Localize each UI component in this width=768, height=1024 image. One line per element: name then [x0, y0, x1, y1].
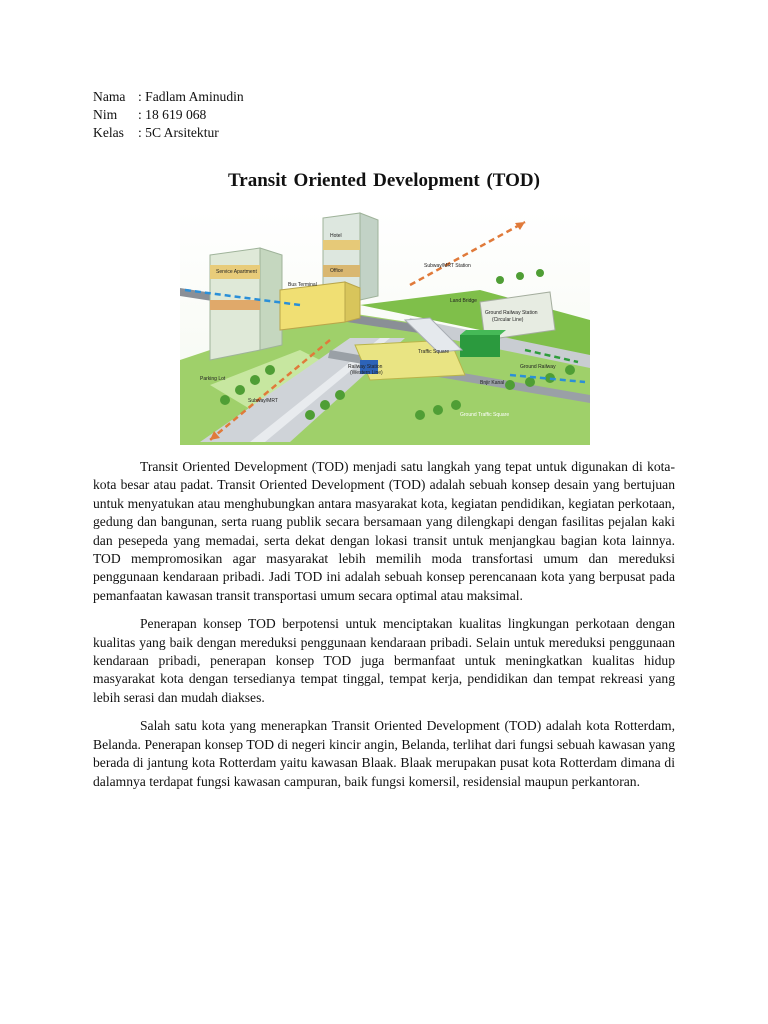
label-office: Office	[330, 268, 343, 274]
label-service-apartment: Service Apartment	[216, 269, 257, 275]
class-value: : 5C Arsitektur	[138, 125, 219, 140]
label-subway-mrt: Subway/MRT	[248, 398, 278, 404]
green-station-block	[460, 335, 500, 357]
nim-label: Nim	[93, 107, 118, 122]
page-title: Transit Oriented Development (TOD)	[228, 170, 540, 191]
nim-row	[93, 106, 244, 124]
label-bus-terminal: Bus Terminal	[288, 282, 317, 288]
nim-value: : 18 619 068	[138, 107, 207, 122]
tod-illustration	[180, 210, 590, 445]
body-text	[93, 458, 675, 801]
paragraph-3: Salah satu kota yang menerapkan Transit Oriented Development (TOD) adalah kota Rotterdam, Belanda. Penerapan konsep TOD di negeri kincir angin, Belanda, terlihat dari fungsi sebuah kawasan yang berada di jantung kota Rotterdam yaitu kawasan Blaak. Blaak merupakan pusat kota Rotterdam dimana di dalamnya terdapat fungsi kawasan campuran, baik fungsi komersil, residensial maupun perkantoran.	[93, 718, 675, 789]
service-apartment-building	[210, 248, 282, 360]
name-row	[93, 88, 244, 106]
name-label: Nama	[93, 89, 126, 104]
class-label: Kelas	[93, 125, 124, 140]
label-land-bridge: Land Bridge	[450, 298, 477, 304]
name-value: : Fadlam Aminudin	[138, 89, 244, 104]
label-ground-railway: Ground Railway	[520, 364, 556, 370]
label-ground-railway-station: Ground Railway Station	[485, 310, 538, 316]
label-traffic-square: Traffic Square	[418, 349, 450, 355]
class-row	[93, 124, 244, 142]
label-subway-mrt-station: Subway/MRT Station	[424, 263, 471, 269]
student-info	[93, 88, 244, 142]
label-circular-line: (Circular Line)	[492, 317, 524, 323]
label-ground-traffic-square: Ground Traffic Square	[460, 412, 510, 418]
label-bnjir-kanal: Bnjir Kanal	[480, 380, 505, 386]
label-railway-station: Railway Station	[348, 364, 383, 370]
label-parking-lot: Parking Lot	[200, 376, 226, 382]
label-hotel: Hotel	[330, 233, 342, 239]
label-western-line: (Western Line)	[350, 370, 383, 376]
paragraph-2: Penerapan konsep TOD berpotensi untuk menciptakan kualitas lingkungan perkotaan dengan kualitas yang baik dengan mereduksi penggunaan kendaraan pribadi. Selain untuk mereduksi penggunaan kendaraan pribadi, penerapan konsep TOD juga bermanfaat untuk meningkatkan kualitas hidup masyarakat kota dengan tersedianya tempat tinggal, tempat kerja, pendidikan dan tempat rekreasi yang lebih serasi dan mudah diakses.	[93, 616, 675, 705]
paragraph-1: Transit Oriented Development (TOD) menjadi satu langkah yang tepat untuk digunakan di kota-kota besar atau padat. Transit Oriented Development (TOD) adalah sebuah konsep desain yang bertujuan untuk menyatukan atau menghubungkan antara masyarakat kota, kegiatan pendidikan, kegiatan perkotaan, gedung dan bangunan, serta ruang publik secara bersamaan yang dilengkapi dengan fasilitas pejalan kaki dan pesepeda yang memadai, serta dekat dengan lokasi transit untuk menjangkau bagian kota lainnya. TOD mempromosikan agar masyarakat lebih memilih moda transfortasi umum dan mereduksi penggunaan kendaraan pribadi. Jadi TOD ini adalah sebuah konsep perencanaan kota yang berpusat pada pemanfaatan kawasan transit transportasi umum secara optimal atau maksimal.	[93, 459, 675, 603]
